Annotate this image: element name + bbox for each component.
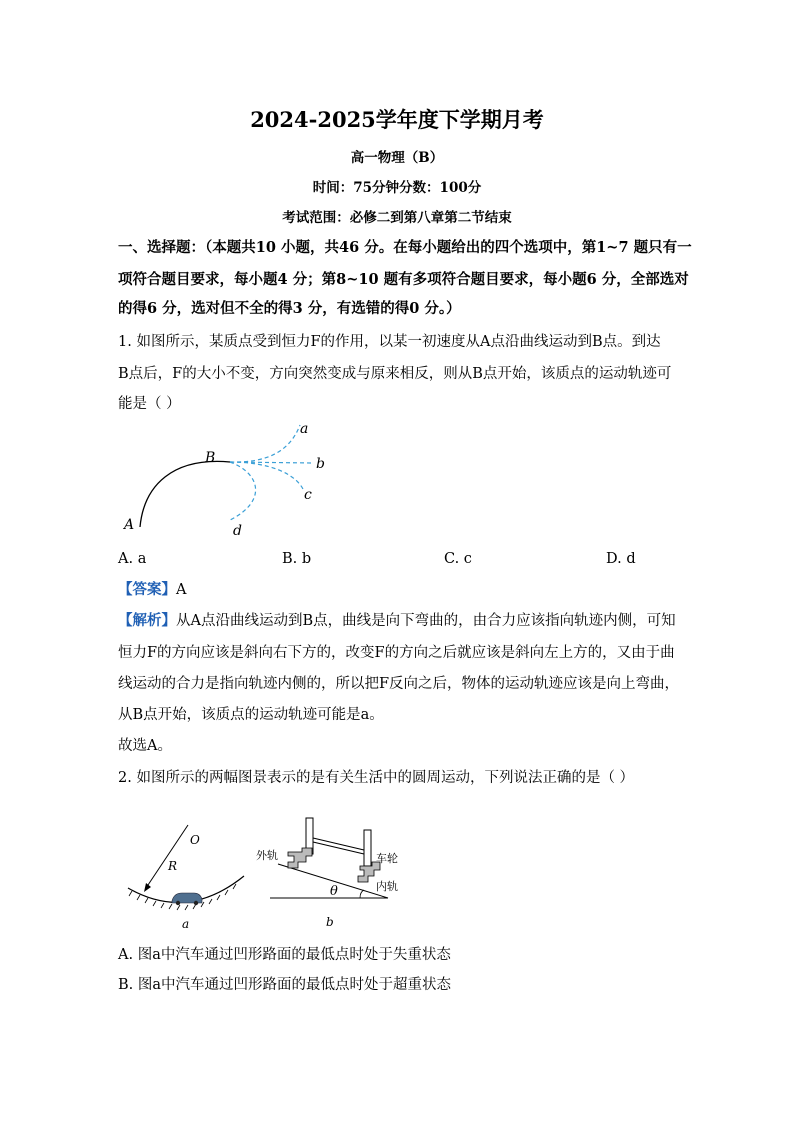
section-heading-line-1: 一、选择题：（本题共10 小题，共46 分。在每小题给出的四个选项中，第1~7 题只有一	[118, 239, 692, 256]
label-B: B	[205, 450, 216, 466]
q1-line-3: 能是（ ）	[118, 396, 181, 412]
path-c	[230, 462, 304, 491]
path-d	[230, 462, 256, 520]
q1-analysis-line-3: 线运动的合力是指向轨迹内侧的，所以把F反向之后，物体的运动轨迹应该是向上弯曲，	[118, 676, 680, 692]
label-outer-rail: 外轨	[256, 849, 278, 862]
radius-arrowhead	[144, 883, 151, 892]
path-b	[230, 462, 314, 463]
q1-line-1: 1. 如图所示，某质点受到恒力F的作用，以某一初速度从A点沿曲线运动到B点。到达	[118, 334, 661, 350]
label-O: O	[190, 833, 200, 847]
section-heading-line-3: 的得6 分，选对但不全的得3 分，有选错的得0 分。）	[118, 300, 461, 317]
angle-arc	[360, 890, 364, 898]
q1-analysis-line-2: 恒力F的方向应该是斜向右下方的，改变F的方向之后就应该是斜向左上方的，又由于曲	[118, 645, 675, 661]
q2-option-b: B. 图a中汽车通过凹形路面的最低点时处于超重状态	[118, 977, 452, 993]
label-wheel: 车轮	[376, 852, 398, 865]
outer-rail	[288, 848, 312, 868]
wheel-right	[364, 830, 371, 866]
caption-a: a	[182, 917, 190, 931]
q1-option-d: D. d	[606, 551, 636, 567]
q1-option-c: C. c	[444, 551, 472, 567]
caption-b: b	[326, 915, 334, 929]
q1-line-2: B点后，F的大小不变，方向突然变成与原来相反，则从B点开始，该质点的运动轨迹可	[118, 366, 672, 382]
label-b: b	[316, 456, 325, 472]
label-R: R	[168, 859, 178, 873]
answer-tag: 【答案】	[118, 581, 176, 598]
q2-stem: 2. 如图所示的两幅图景表示的是有关生活中的圆周运动，下列说法正确的是（ ）	[118, 770, 635, 786]
q1-analysis-line-1	[118, 607, 676, 635]
radius-line	[146, 825, 188, 888]
page-title: 2024-2025学年度下学期月考	[250, 107, 544, 132]
q2-figure-a	[122, 822, 252, 934]
time-score-line: 时间：75分钟分数：100分	[312, 180, 482, 196]
q2-figure-b	[252, 812, 398, 934]
curve-a-to-b	[140, 461, 230, 527]
q1-answer	[118, 576, 186, 604]
label-c: c	[304, 487, 312, 503]
scope-line: 考试范围：必修二到第八章第二节结束	[282, 210, 512, 226]
analysis-text-1: 从A点沿曲线运动到B点，曲线是向下弯曲的，由合力应该指向轨迹内侧，可知	[176, 613, 676, 629]
answer-value: A	[176, 582, 187, 598]
q1-option-a: A. a	[118, 551, 147, 567]
subject-line: 高一物理（B）	[350, 150, 444, 166]
q1-trajectory-figure	[118, 415, 348, 545]
q1-analysis-line-4: 从B点开始，该质点的运动轨迹可能是a。	[118, 707, 384, 723]
car-icon	[172, 893, 202, 905]
label-inner-rail: 内轨	[376, 880, 398, 893]
label-d: d	[233, 523, 242, 539]
path-a	[230, 425, 300, 462]
label-A: A	[124, 517, 135, 533]
label-a: a	[300, 421, 309, 437]
q1-option-b: B. b	[282, 551, 312, 567]
label-theta: θ	[330, 884, 338, 899]
q1-conclusion: 故选A。	[118, 738, 172, 754]
section-heading-line-2: 项符合题目要求，每小题4 分；第8~10 题有多项符合题目要求，每小题6 分，全部选对	[118, 271, 689, 288]
q2-option-a: A. 图a中汽车通过凹形路面的最低点时处于失重状态	[118, 947, 451, 963]
analysis-tag: 【解析】	[118, 612, 176, 629]
